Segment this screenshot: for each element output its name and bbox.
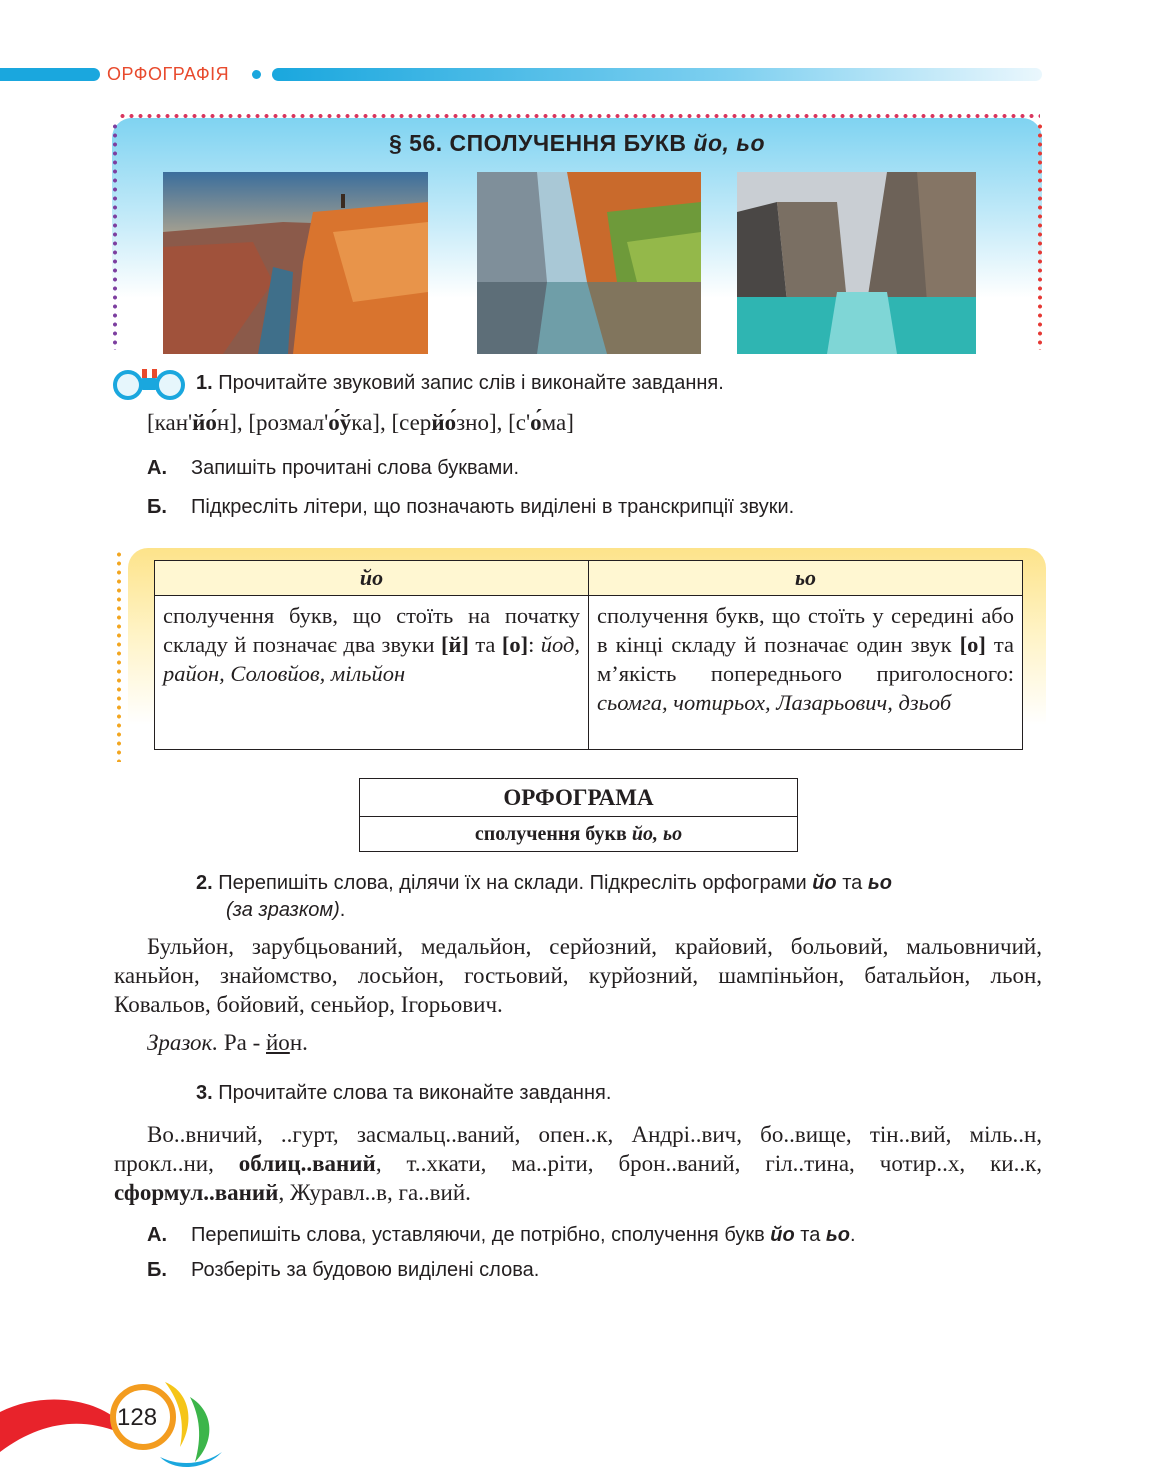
task1-instruction: 1. Прочитайте звуковий запис слів і виконайте завдання. bbox=[196, 372, 724, 394]
task1-item-b: Б. Підкресліть літери, що позначають виділені в транскрипції звуки. bbox=[147, 496, 795, 518]
rule-cell-yo2: сполучення букв, що стоїть у середині або в кінці складу й позначає один звук [о] та м’якість попереднього приголосного: сьомга, чотирьох, Лазарьович, дзьоб bbox=[589, 596, 1023, 750]
task3-words: Во..вничий, ..гурт, засмальц..ваний, опен..к, Андрі..вич, бо..вище, тін..вий, міль..н, прокл..ни, облиц..ваний, т..хкати, ма..ріти, брон..ваний, гіл..тина, чотир..х, ки..к, сформул..ваний, Журавл..в, га..вий. bbox=[114, 1122, 1042, 1205]
rule-cell-yo: сполучення букв, що стоїть на початку складу й позначає два звуки [й] та [о]: йод, район, Соловйов, мільйон bbox=[155, 596, 589, 750]
task2-instruction: 2. Перепишіть слова, ділячи їх на склади. Підкресліть орфограми йо та ьо (за зразком). bbox=[196, 872, 892, 921]
rule-header-yo: йо bbox=[155, 561, 589, 596]
page-decoration bbox=[0, 1372, 225, 1472]
section-header: ОРФОГРАФІЯ bbox=[107, 64, 230, 84]
page-number: 128 bbox=[117, 1404, 158, 1431]
task3-item-b: Б. Розберіть за будовою виділені слова. bbox=[147, 1259, 540, 1281]
orthogram-box bbox=[359, 778, 798, 852]
header-bar-right bbox=[272, 68, 1042, 81]
task2-words: Бульйон, зарубцьований, медальйон, серйозний, крайовий, больовий, мальовничий, каньйон, знайомство, лосьйон, гостьовий, курйозний, шампіньйон, батальйон, льон, Ковальов, бойовий, сеньйор, Ігорьович. bbox=[114, 934, 1042, 1017]
header-dot bbox=[252, 70, 261, 79]
photo-basalt-gorge bbox=[737, 172, 976, 354]
photo-lake bbox=[477, 172, 701, 354]
rule-table bbox=[154, 560, 1023, 750]
photo-canyon bbox=[163, 172, 428, 354]
header-bar-left bbox=[0, 68, 100, 81]
task3-instruction: 3. Прочитайте слова та виконайте завдання. bbox=[196, 1082, 612, 1104]
section-title: § 56. СПОЛУЧЕННЯ БУКВ йо, ьо bbox=[389, 130, 765, 156]
binoculars-icon bbox=[112, 366, 186, 400]
rule-header-yo2: ьо bbox=[589, 561, 1023, 596]
rule-dotted-border bbox=[117, 550, 121, 762]
orthogram-text: сполучення букв йо, ьо bbox=[360, 817, 798, 852]
task2-sample: Зразок. Ра - йон. bbox=[147, 1030, 308, 1055]
task1-item-a: А. Запишіть прочитані слова буквами. bbox=[147, 457, 520, 479]
task3-item-a: А. Перепишіть слова, уставляючи, де потрібно, сполучення букв йо та ьо. bbox=[147, 1224, 856, 1246]
orthogram-header: ОРФОГРАМА bbox=[360, 779, 798, 817]
task1-transcription: [кан'йо́н], [розмал'о́ўка], [серйо́зно], [с'о́ма] bbox=[147, 410, 574, 435]
dotted-border-top bbox=[118, 114, 1040, 118]
